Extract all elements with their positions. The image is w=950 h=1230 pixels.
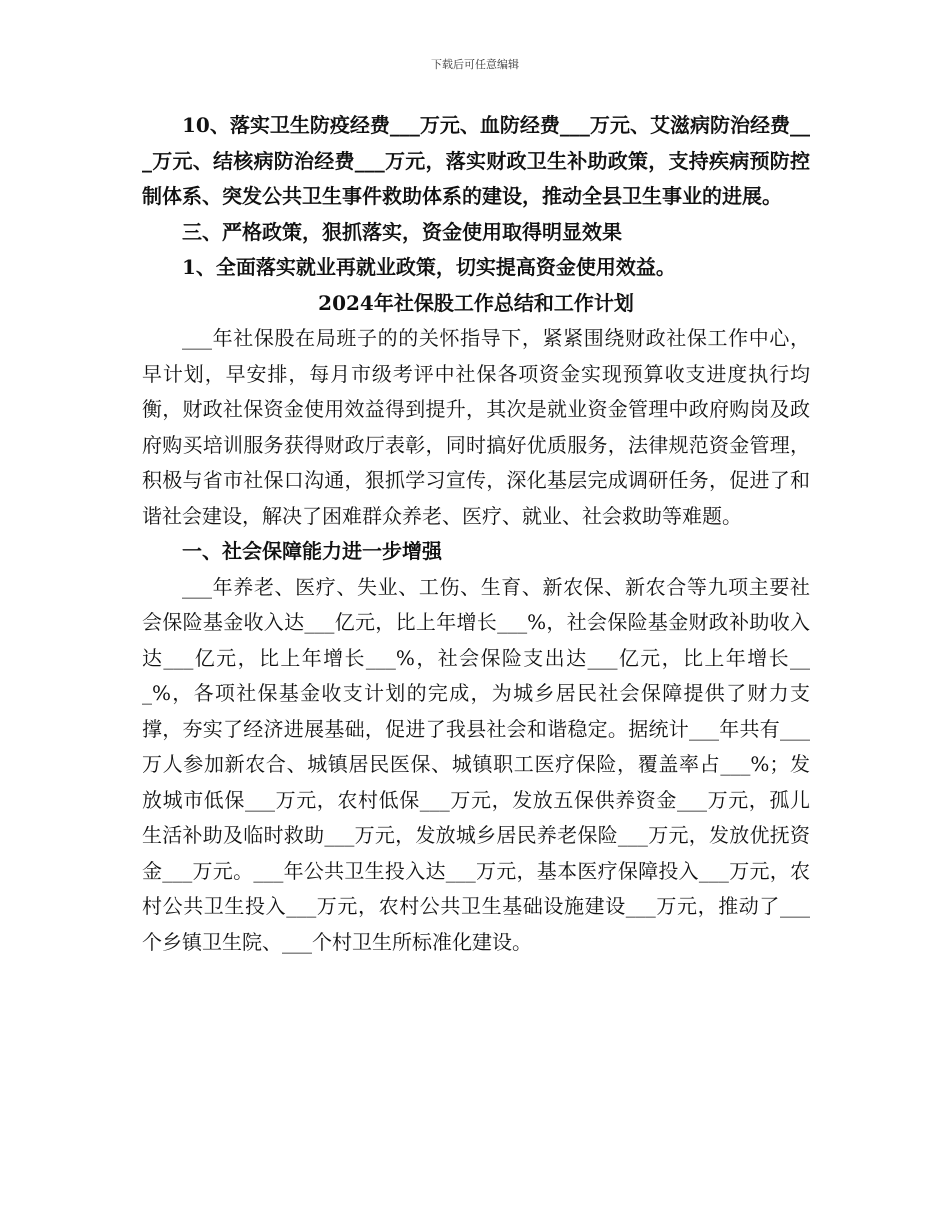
header-note: 下载后可任意编辑 bbox=[431, 58, 519, 71]
document-body bbox=[142, 108, 810, 960]
section-heading-3: 三、严格政策，狠抓落实，资金使用取得明显效果 bbox=[182, 219, 622, 244]
intro-paragraph: ___年社保股在局班子的的关怀指导下，紧紧围绕财政社保工作中心，早计划，早安排，每月市级考评中社保各项资金实现预算收支进度执行均衡，财政社保资金使用效益得到提升，其次是就业资金管理中政府购岗及政府购买培训服务获得财政厅表彰，同时搞好优质服务，法律规范资金管理，积极与省市社保口沟通，狠抓学习宣传，深化基层完成调研任务，促进了和谐社会建设，解决了困难群众养老、医疗、就业、社会救助等难题。 bbox=[142, 326, 810, 528]
paragraph-item-1: 1、全面落实就业再就业政策，切实提高资金使用效益。 bbox=[182, 255, 676, 279]
section-heading-1: 一、社会保障能力进一步增强 bbox=[182, 539, 442, 563]
body-paragraph-1: ___年养老、医疗、失业、工伤、生育、新农保、新农合等九项主要社会保险基金收入达___亿元，比上年增长___%，社会保险基金财政补助收入达___亿元，比上年增长___%，社会保险支出达___亿元，比上年增长___%，各项社保基金收支计划的完成，为城乡居民社会保障提供了财力支撑，夯实了经济进展基础，促进了我县社会和谐稳定。据统计___年共有___万人参加新农合、城镇居民医保、城镇职工医疗保险，覆盖率占___%；发放城市低保___万元，农村低保___万元，发放五保供养资金___万元，孤儿生活补助及临时救助___万元，发放城乡居民养老保险___万元，发放优抚资金___万元。___年公共卫生投入达___万元，基本医疗保障投入___万元，农村公共卫生投入___万元，农村公共卫生基础设施建设___万元，推动了___个乡镇卫生院、___个村卫生所标准化建设。 bbox=[142, 574, 810, 954]
paragraph-item-10: 10、落实卫生防疫经费___万元、血防经费___万元、艾滋病防治经费___万元、结核病防治经费___万元，落实财政卫生补助政策，支持疾病预防控制体系、突发公共卫生事件救助体系的建设，推动全县卫生事业的进展。 bbox=[142, 113, 810, 208]
document-title: 2024年社保股工作总结和工作计划 bbox=[318, 290, 634, 315]
